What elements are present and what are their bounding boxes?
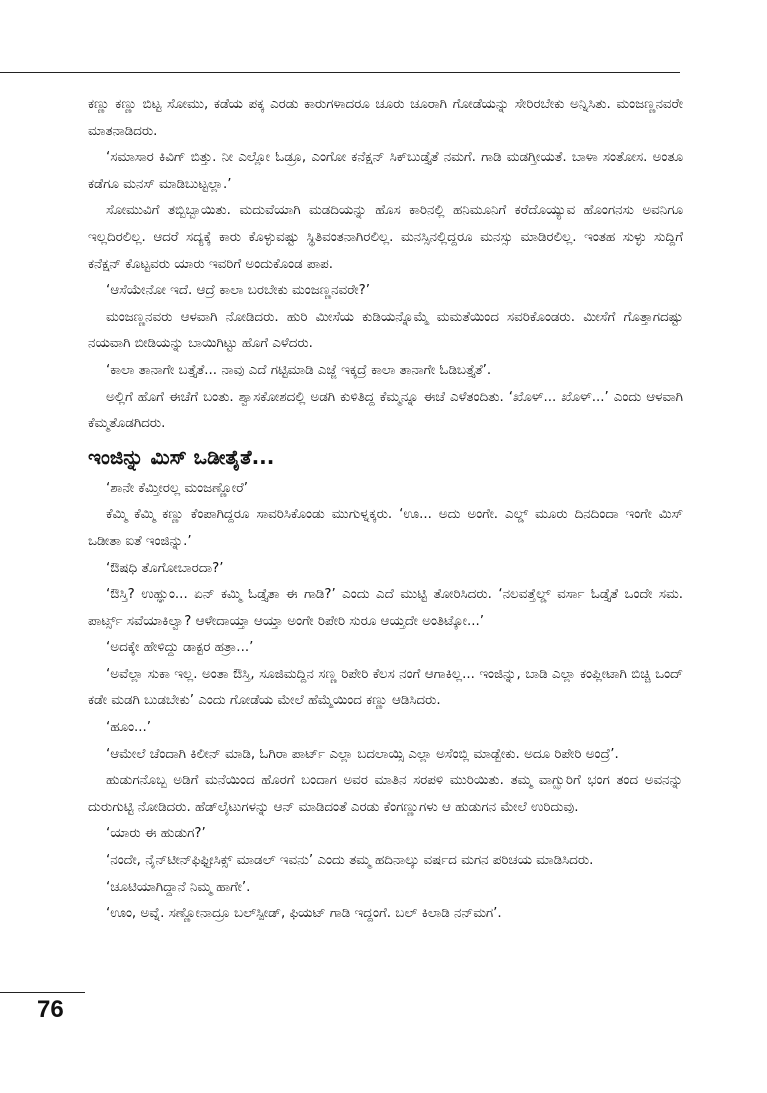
paragraph: ‘ಔಸ್ತಿ? ಉಹ್ಞುಂ... ಏನ್ ಕಮ್ಮಿ ಓಡ್ತೈತಾ ಈ ಗಾಡಿ?’ ಎಂದು ಎದೆ ಮುಟ್ಟಿ ತೋರಿಸಿದರು. ‘ನಲವತ್ತೆಲ್ಡ್ ವರ್ಸಾ ಓಡ್ತೈತೆ ಒಂದೇ ಸಮ. ಪಾರ್ಟ್ಸ್ ಸವೆಯಾಕಿಲ್ವಾ? ಆಳೇದಾಯ್ತಾ ಆಯ್ತಾ ಅಂಗೇ ರಿಪೇರಿ ಸುರೂ ಆಯ್ತದೇ ಅಂತಿಟ್ಕೋ...’ <box>88 587 683 629</box>
paragraph: ‘ಕಾಲಾ ತಾನಾಗೇ ಬತ್ತೈತೆ... ನಾವು ಎದೆ ಗಟ್ಟಿಮಾಡಿ ಎಜ್ಜೆ ಇಕ್ಕದ್ರೆ ಕಾಲಾ ತಾನಾಗೇ ಓಡಿಬತ್ತೈತೆ’. <box>106 362 492 378</box>
page-number: 76 <box>37 996 64 1023</box>
paragraph: ‘ಆಸೆಯೇನೋ ಇದೆ. ಆದ್ರೆ ಕಾಲಾ ಬರಬೇಕು ಮಂಜಣ್ಣನವರೇ?’ <box>106 283 370 299</box>
paragraph: ಮಂಜಣ್ಣನವರು ಆಳವಾಗಿ ನೋಡಿದರು. ಹುರಿ ಮೀಸೆಯ ಕುಡಿಯನ್ನೊಮ್ಮೆ ಮಮತೆಯಿಂದ ಸವರಿಕೊಂಡರು. ಮೀಸೆಗೆ ಗೊತ್ತಾಗದಷ್ಟು ನಯವಾಗಿ ಬೀಡಿಯನ್ನು ಬಾಯಿಗಿಟ್ಟು ಹೊಗೆ ಎಳೆದರು. <box>88 309 683 352</box>
body-text <box>88 92 683 928</box>
paragraph: ಅಲ್ಲಿಗೆ ಹೊಗೆ ಈಚೆಗೆ ಬಂತು. ಶ್ವಾಸಕೋಶದಲ್ಲಿ ಅಡಗಿ ಕುಳಿತಿದ್ದ ಕೆಮ್ಮನ್ನೂ ಈಚೆ ಎಳೆತಂದಿತು. ‘ಖೊಳ್... ಖೊಳ್...’ ಎಂದು ಆಳವಾಗಿ ಕೆಮ್ಮತೊಡಗಿದರು. <box>88 389 683 432</box>
paragraph: ‘ಆಮೇಲೆ ಚೆಂದಾಗಿ ಕಿಲೀನ್ ಮಾಡಿ, ಓಗಿರಾ ಪಾರ್ಟ್ ಎಲ್ಲಾ ಬದಲಾಯ್ಸಿ ಎಲ್ಲಾ ಅಸೆಂಬ್ಲಿ ಮಾಡ್ಬೇಕು. ಅದೂ ರಿಪೇರಿ ಅಂದ್ರೆ’. <box>106 746 619 762</box>
paragraph: ‘ಔಷಧಿ ತೊಗೋಬಾರದಾ?’ <box>106 560 224 576</box>
paragraph: ಕೆಮ್ಮಿ ಕೆಮ್ಮಿ ಕಣ್ಣು ಕೆಂಪಾಗಿದ್ದರೂ ಸಾವರಿಸಿಕೊಂಡು ಮುಗುಳ್ನಕ್ಕರು. ‘ಊ... ಅದು ಅಂಗೇ. ಎಲ್ಡ್ ಮೂರು ದಿನದಿಂದಾ ಇಂಗೇ ಮಿಸ್ ಒಡೀತಾ ಐತೆ ಇಂಜಿನ್ನು.’ <box>88 507 683 549</box>
top-rule <box>0 72 680 73</box>
paragraph: ‘ಹೂಂ...’ <box>106 720 152 736</box>
footer-rule <box>0 992 85 993</box>
paragraph: ‘ಅದಕ್ಕೇ ಹೇಳಿದ್ದು ಡಾಕ್ಟರ ಹತ್ರಾ...’ <box>106 640 254 656</box>
paragraph: ಹುಡುಗನೊಬ್ಬ ಅಡಿಗೆ ಮನೆಯಿಂದ ಹೊರಗೆ ಬಂದಾಗ ಅವರ ಮಾತಿನ ಸರಪಳಿ ಮುರಿಯಿತು. ತಮ್ಮ ವಾಗ್ಝುರಿಗೆ ಭಂಗ ತಂದ ಅವನನ್ನು ದುರುಗುಟ್ಟಿ ನೋಡಿದರು. ಹೆಡ್‌ಲೈಟುಗಳನ್ನು ಆನ್ ಮಾಡಿದಂತೆ ಎರಡು ಕೆಂಗಣ್ಣುಗಳು ಆ ಹುಡುಗನ ಮೇಲೆ ಉರಿದುವು. <box>88 773 683 815</box>
paragraph: ‘ನಂದೇ, ನೈನ್‌ಟೀನ್‌ಫಿಫ್ಟೀಸಿಕ್ಸ್ ಮಾಡಲ್ ಇವನು’ ಎಂದು ತಮ್ಮ ಹದಿನಾಲ್ಕು ವರ್ಷದ ಮಗನ ಪರಿಚಯ ಮಾಡಿಸಿದರು. <box>106 853 594 869</box>
paragraph: ‘ಶಾನೇ ಕೆಮ್ತೀರಲ್ಲ ಮಂಜಣ್ಣೋರೆ’ <box>106 480 248 496</box>
paragraph: ಕಣ್ಣು ಕಣ್ಣು ಬಿಟ್ಟ ಸೋಮು, ಕಡೆಯ ಪಕ್ಕ ಎರಡು ಕಾರುಗಳಾದರೂ ಚೂರು ಚೂರಾಗಿ ಗೋಡೆಯನ್ನು ಸೇರಿರಬೇಕು ಅನ್ನಿಸಿತು. ಮಂಜಣ್ಣನವರೇ ಮಾತನಾಡಿದರು. <box>88 97 683 139</box>
paragraph: ಸೋಮುವಿಗೆ ತಬ್ಬಿಬ್ಬಾಯಿತು. ಮದುವೆಯಾಗಿ ಮಡದಿಯನ್ನು ಹೊಸ ಕಾರಿನಲ್ಲಿ ಹನಿಮೂನಿಗೆ ಕರೆದೊಯ್ಯುವ ಹೊಂಗನಸು ಅವನಿಗೂ ಇಲ್ಲದಿರಲಿಲ್ಲ. ಆದರೆ ಸದ್ಯಕ್ಕೆ ಕಾರು ಕೊಳ್ಳುವಷ್ಟು ಸ್ಥಿತಿವಂತನಾಗಿರಲಿಲ್ಲ. ಮನಸ್ಸಿನಲ್ಲಿದ್ದರೂ ಮನಸ್ಸು ಮಾಡಿರಲಿಲ್ಲ. ಇಂತಹ ಸುಳ್ಳು ಸುದ್ದಿಗೆ ಕನೆಕ್ಷನ್ ಕೊಟ್ಟವರು ಯಾರು ಇವರಿಗೆ ಅಂದುಕೊಂಡ ಪಾಪ. <box>88 203 683 272</box>
paragraph: ‘ಸಮಾಸಾರ ಕಿವಿಗ್ ಬಿತ್ತು. ನೀ ಎಲ್ಲೋ ಓಡ್ರೂ, ಎಂಗೋ ಕನೆಕ್ಷನ್ ಸಿಕ್‌ಬುಡ್ತೈತೆ ನಮಗೆ. ಗಾಡಿ ಮಡಗ್ತೀಯತೆ. ಬಾಳಾ ಸಂತೋಸ. ಅಂತೂ ಕಡೆಗೂ ಮನಸ್ ಮಾಡಿಬುಟ್ಟಲ್ಲಾ.’ <box>88 150 683 192</box>
paragraph: ‘ಅವೆಲ್ಲಾ ಸುಕಾ ಇಲ್ಲ. ಅಂತಾ ಔಸ್ತಿ, ಸೂಜಿಮದ್ದಿನ ಸಣ್ಣ ರಿಪೇರಿ ಕೆಲಸ ನಂಗೆ ಆಗಾಕಿಲ್ಲ... ಇಂಜಿನ್ನು, ಬಾಡಿ ಎಲ್ಲಾ ಕಂಪ್ಲೀಟಾಗಿ ಬಿಚ್ಚಿ ಒಂದ್ ಕಡೇ ಮಡಗಿ ಬುಡಬೇಕು’ ಎಂದು ಗೋಡೆಯ ಮೇಲೆ ಹೆಮ್ಮೆಯಿಂದ ಕಣ್ಣು ಆಡಿಸಿದರು. <box>88 666 683 709</box>
paragraph: ‘ಯಾರು ಈ ಹುಡುಗ?’ <box>106 826 206 842</box>
paragraph: ‘ಊಂ, ಅವ್ನೆ. ಸಣ್ಣೋನಾದ್ರೂ ಬಲ್‌ಸ್ಪೀಡ್, ಫಿಯಟ್ ಗಾಡಿ ಇದ್ದಂಗೆ. ಬಲ್ ಕಿಲಾಡಿ ನನ್‌ಮಗ’. <box>106 906 502 922</box>
paragraph: ‘ಚೂಟಿಯಾಗಿದ್ದಾನೆ ನಿಮ್ಮ ಹಾಗೇ’. <box>106 879 251 895</box>
section-heading: ಇಂಜಿನ್ನು ಮಿಸ್ ಒಡೀತೈತೆ... <box>88 444 275 469</box>
